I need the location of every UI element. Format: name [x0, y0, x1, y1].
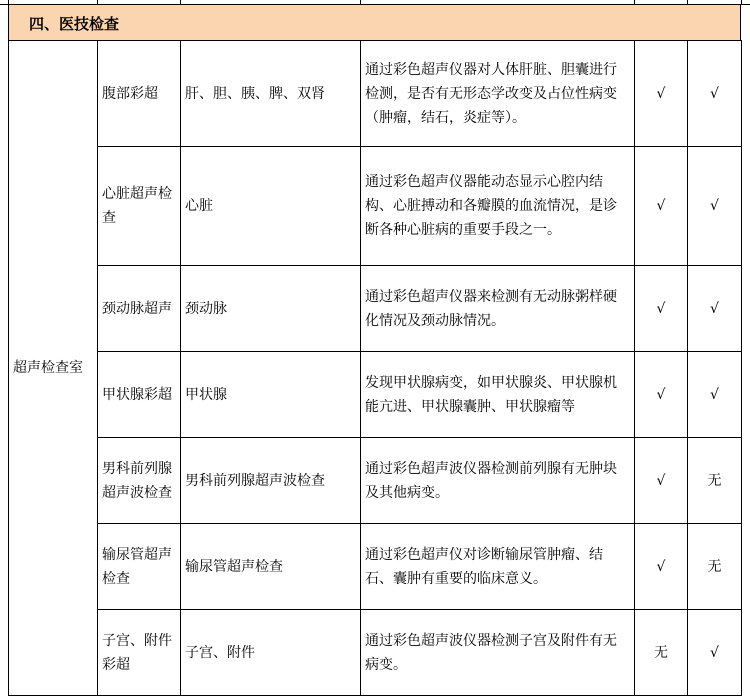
table-row: [9, 352, 742, 438]
check-col-b: √: [688, 266, 742, 352]
item-name: 心脏超声检查: [98, 147, 181, 266]
check-col-a: √: [635, 524, 688, 610]
check-col-a: 无: [635, 610, 688, 696]
item-scope: 甲状腺: [181, 352, 361, 438]
section-title: 四、医技检查: [29, 15, 120, 33]
check-col-b: √: [688, 610, 742, 696]
item-description: 通过彩色超声波仪器检测子宫及附件有无病变。: [361, 610, 635, 696]
table-row: [9, 41, 742, 147]
check-col-b: √: [688, 352, 742, 438]
check-col-a: √: [635, 147, 688, 266]
table-row: [9, 147, 742, 266]
check-col-a: √: [635, 438, 688, 524]
item-description: 通过彩色超声仪器对人体肝脏、胆囊进行检测，是否有无形态学改变及占位性病变（肿瘤，结石，炎症等）。: [361, 41, 635, 147]
item-name: 男科前列腺超声波检查: [98, 438, 181, 524]
item-description: 通过彩色超声仪器能动态显示心腔内结构、心脏搏动和各瓣膜的血流情况，是诊断各种心脏病的重要手段之一。: [361, 147, 635, 266]
item-scope: 心脏: [181, 147, 361, 266]
item-description: 发现甲状腺病变，如甲状腺炎、甲状腺机能亢进、甲状腺囊肿、甲状腺瘤等: [361, 352, 635, 438]
check-col-a: √: [635, 352, 688, 438]
check-col-b: √: [688, 41, 742, 147]
check-col-b: 无: [688, 524, 742, 610]
check-col-b: √: [688, 147, 742, 266]
item-name: 腹部彩超: [98, 41, 181, 147]
item-scope: 男科前列腺超声波检查: [181, 438, 361, 524]
item-scope: 颈动脉: [181, 266, 361, 352]
item-scope: 子宫、附件: [181, 610, 361, 696]
item-scope: 输尿管超声检查: [181, 524, 361, 610]
check-col-a: √: [635, 266, 688, 352]
table-row: [9, 610, 742, 696]
item-scope: 肝、胆、胰、脾、双肾: [181, 41, 361, 147]
item-description: 通过彩色超声仪器来检测有无动脉粥样硬化情况及颈动脉情况。: [361, 266, 635, 352]
check-col-b: 无: [688, 438, 742, 524]
medical-exam-table: [8, 40, 742, 696]
item-description: 通过彩色超声仪对诊断输尿管肿瘤、结石、囊肿有重要的临床意义。: [361, 524, 635, 610]
item-name: 颈动脉超声: [98, 266, 181, 352]
department-cell: 超声检查室: [9, 41, 98, 696]
item-description: 通过彩色超声波仪器检测前列腺有无肿块及其他病变。: [361, 438, 635, 524]
section-header: [8, 4, 741, 41]
table-row: [9, 266, 742, 352]
check-col-a: √: [635, 41, 688, 147]
table-row: [9, 438, 742, 524]
item-name: 输尿管超声检查: [98, 524, 181, 610]
table-row: [9, 524, 742, 610]
item-name: 甲状腺彩超: [98, 352, 181, 438]
item-name: 子宫、附件彩超: [98, 610, 181, 696]
